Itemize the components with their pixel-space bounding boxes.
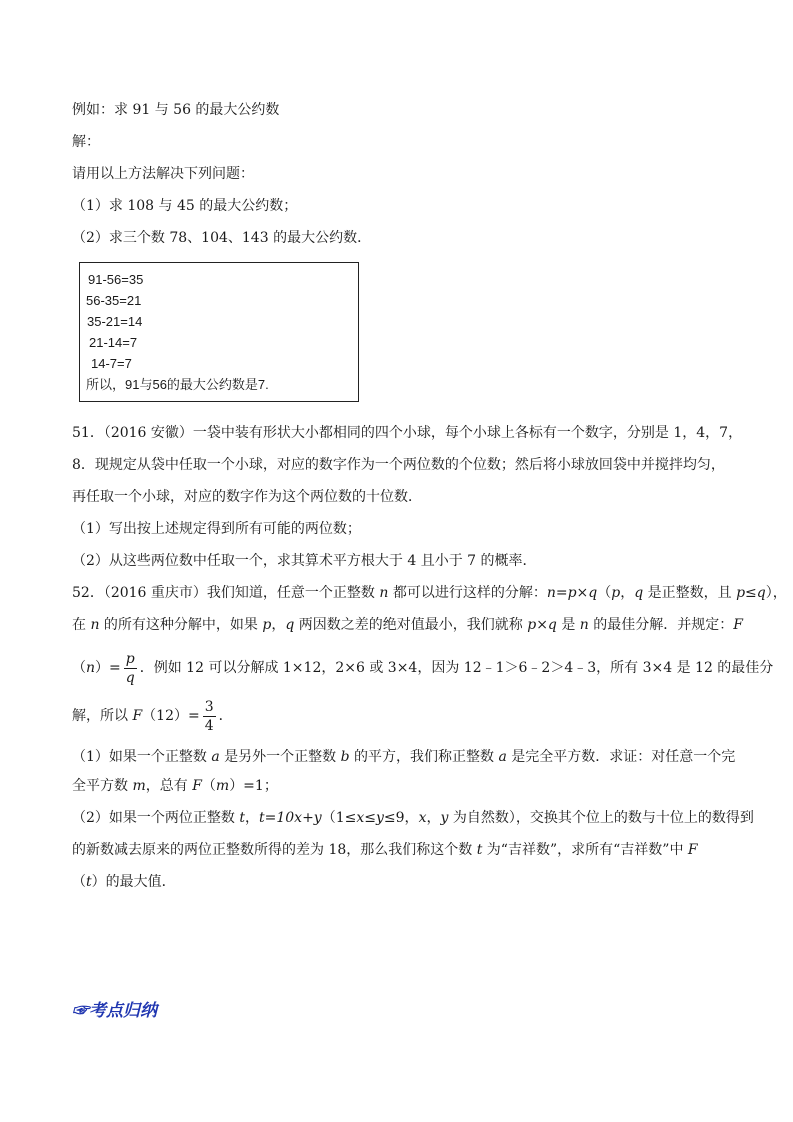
section-heading bbox=[72, 996, 157, 1021]
p52-question-1-line-1: （1）如果一个正整数 a 是另外一个正整数 b 的平方，我们称正整数 a 是完全平方数．求证：对任意一个完 bbox=[72, 749, 736, 765]
example-title: 例如：求 91 与 56 的最大公约数 bbox=[72, 102, 280, 118]
instruction: 请用以上方法解决下列问题： bbox=[72, 166, 254, 182]
box-line: 21-14=7 bbox=[89, 335, 138, 350]
p51-line-2: 8．现规定从袋中任取一个小球，对应的数字作为一个两位数的个位数；然后将小球放回袋中并搅拌均匀， bbox=[72, 457, 725, 473]
p52-line-2: 在 n 的所有这种分解中，如果 p，q 两因数之差的绝对值最小，我们就称 p×q 是 n 的最佳分解．并规定：F bbox=[72, 617, 743, 633]
box-line: 91-56=35 bbox=[88, 272, 144, 287]
p52-line-3: （n）= $\frac{p}{q}$ ．例如 12 可以分解成 1×12，2×6 或 3×4，因为 12﹣1＞6﹣2＞4﹣3，所有 3×4 是 12 的最佳分 bbox=[72, 650, 774, 686]
example-question-1: （1）求 108 与 45 的最大公约数； bbox=[72, 198, 298, 214]
p52-question-2-line-2: 的新数减去原来的两位正整数所得的差为 18，那么我们称这个数 t 为“吉祥数”，求所有“吉祥数”中 F bbox=[72, 842, 698, 858]
p51-question-2: （2）从这些两位数中任取一个，求其算术平方根大于 4 且小于 7 的概率． bbox=[72, 553, 537, 569]
section-heading-title: 考点归纳 bbox=[89, 1001, 157, 1021]
box-line: 35-21=14 bbox=[87, 314, 143, 329]
box-line: 14-7=7 bbox=[91, 356, 132, 371]
fraction-three-fourths: $\frac{3}{4}$ bbox=[204, 698, 214, 734]
solution-label: 解： bbox=[72, 134, 100, 150]
p52-line-1: 52．（2016 重庆市）我们知道，任意一个正整数 n 都可以进行这样的分解：n=p×q（p，q 是正整数，且 p≤q）， bbox=[72, 585, 787, 601]
p52-line-4: 解，所以 F（12）= $\frac{3}{4}$ ． bbox=[72, 698, 233, 734]
p51-line-1: 51．（2016 安徽）一袋中装有形状大小都相同的四个小球，每个小球上各标有一个数字，分别是 1，4，7， bbox=[72, 425, 743, 441]
box-line: 56-35=21 bbox=[86, 293, 142, 308]
p52-question-2-line-3: （t）的最大值． bbox=[72, 874, 176, 890]
p52-question-2-line-1: （2）如果一个两位正整数 t，t=10x+y（1≤x≤y≤9，x，y 为自然数），交换其个位上的数与十位上的数得到 bbox=[72, 810, 754, 826]
box-conclusion: 所以，91与56的最大公约数是7. bbox=[86, 377, 269, 392]
p52-question-1-line-2: 全平方数 m，总有 F（m）=1； bbox=[72, 778, 278, 794]
p51-line-3: 再任取一个小球，对应的数字作为这个两位数的十位数． bbox=[72, 489, 422, 505]
example-question-2: （2）求三个数 78、104、143 的最大公约数． bbox=[72, 230, 372, 246]
euclid-example-box bbox=[79, 262, 359, 402]
p51-question-1: （1）写出按上述规定得到所有可能的两位数； bbox=[72, 521, 361, 537]
fraction-p-over-q: $\frac{p}{q}$ bbox=[125, 650, 135, 686]
pointing-hand-icon: ☞ bbox=[72, 1001, 89, 1021]
